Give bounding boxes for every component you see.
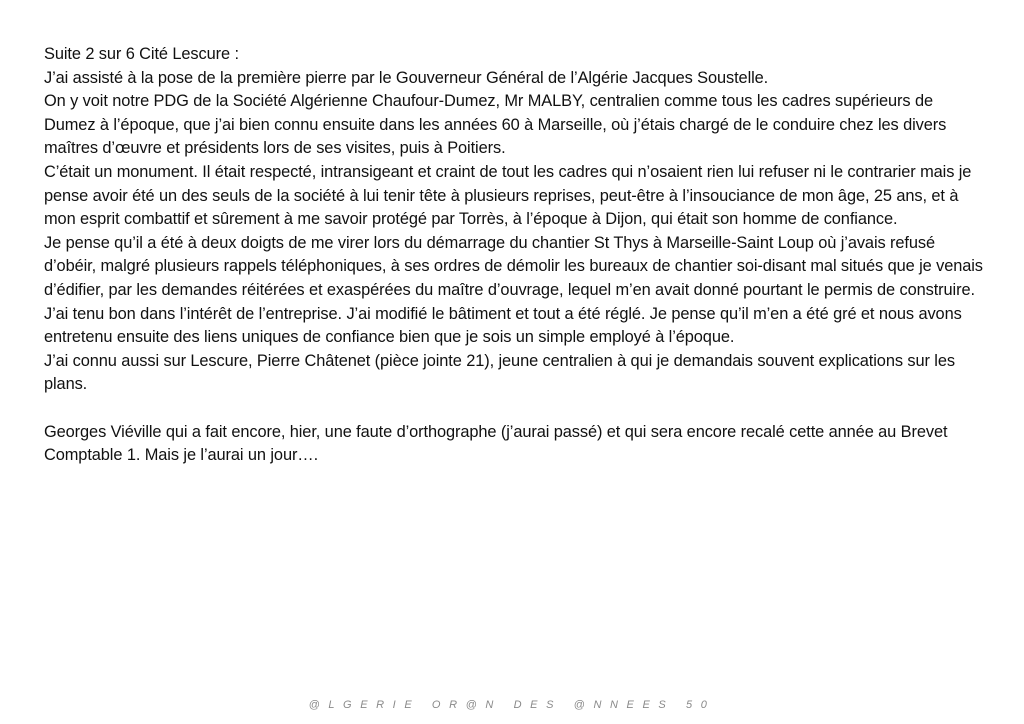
closing-paragraph: Georges Viéville qui a fait encore, hier, une faute d’orthographe (j’aurai passé) et qui sera encore recalé cette année au Brevet Comptable 1. Mais je l’aurai un jour…. xyxy=(44,422,948,465)
paragraph-st-thys: Je pense qu’il a été à deux doigts de me virer lors du démarrage du chantier St Thys à Marseille-Saint Loup où j’avais refusé d’obéir, malgré plusieurs rappels téléphoniques, à ses ordres de démolir les bureaux de chantier soi-disant mal situés que je venais d’édifier, par les demandes réitérées et exaspérées du maître d’ouvrage, lequel m’en avait donné pourtant le permis de construire. J’ai tenu bon dans l’intérêt de l’entreprise. J’ai modifié le bâtiment et tout a été réglé. Je pense qu’il m’en a été gré et nous avons entretenu ensuite des liens uniques de confiance bien que je sois un simple employé à l’époque. xyxy=(44,233,983,347)
paragraph-monument: C’était un monument. Il était respecté, intransigeant et craint de tout les cadres qui n’osaient rien lui refuser ni le contrarier mais je pense avoir été un des seuls de la société à lui tenir tête à plusieurs reprises, peut-être à l’insouciance de mon âge, 25 ans, et à mon esprit combattif et sûrement à me savoir protégé par Torrès, à l’époque à Dijon, qui était son homme de confiance. xyxy=(44,162,972,229)
document-heading: Suite 2 sur 6 Cité Lescure : xyxy=(44,45,239,63)
paragraph-chatenet: J’ai connu aussi sur Lescure, Pierre Châtenet (pièce jointe 21), jeune centralien à qui je demandais souvent explications sur les plans. xyxy=(44,351,955,394)
page-footer: @LGERIE OR@N DES @NNEES 50 xyxy=(308,699,716,711)
paragraph-spacer xyxy=(44,397,984,421)
paragraph-first-stone: J’ai assisté à la pose de la première pierre par le Gouverneur Général de l’Algérie Jacques Soustelle. xyxy=(44,68,769,87)
paragraph-pdg-malby: On y voit notre PDG de la Société Algérienne Chaufour-Dumez, Mr MALBY, centralien comme tous les cadres supérieurs de Dumez à l’époque, que j’ai bien connu ensuite dans les années 60 à Marseille, où j’étais chargé de le conduire chez les divers maîtres d’œuvre et présidents lors de ses visites, puis à Poitiers. xyxy=(44,92,947,158)
document-body xyxy=(44,43,984,468)
